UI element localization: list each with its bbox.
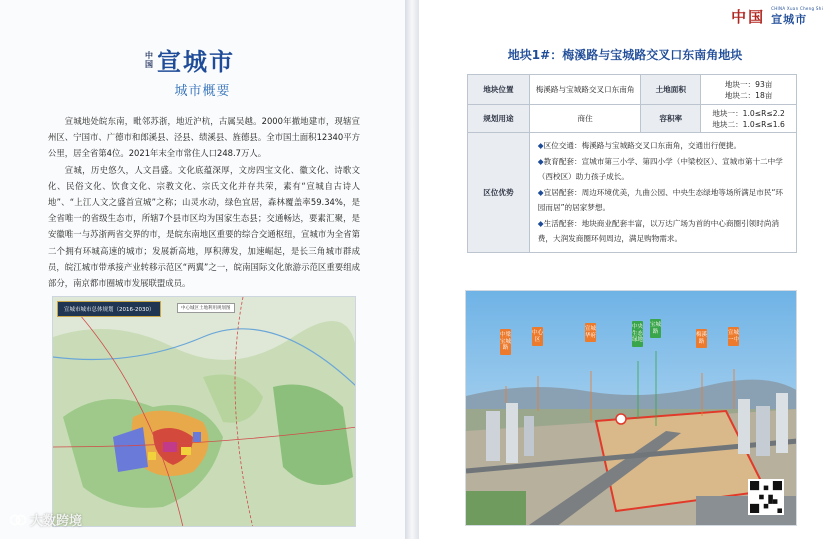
city-logo [145, 42, 235, 77]
watermark-text: 大数跨境 [30, 514, 83, 529]
list-item: ◆区位交通：梅溪路与宝城路交叉口东南角，交通出行便捷。 [537, 141, 742, 150]
watermark-logo-icon [10, 513, 26, 527]
plot-title: 地块1#：梅溪路与宝城路交叉口东南角地块 [507, 48, 743, 62]
area-label: 土地面积 [641, 75, 701, 105]
photo-tag: 宣城一中 [728, 327, 739, 346]
photo-tag: 宝城路 [650, 319, 661, 338]
intro-text [48, 113, 360, 291]
advantage-text: 区位交通：梅溪路与宝城路交叉口东南角，交通出行便捷。 [543, 141, 742, 150]
photo-tag: 梅溪路 [696, 329, 707, 348]
brand-city: 宣城市 [771, 13, 808, 26]
brand-english: CHINA Xuan Cheng Shi [771, 6, 823, 11]
city-plan-map [52, 296, 356, 527]
photo-tag: 中梁宝城路 [500, 329, 511, 355]
logo-city-name: 宣城市 [157, 48, 235, 76]
advantage-text: 生活配套：地块商业配套丰富，以万达广场为首的中心商圈引领时尚消费，大润发商圈环伺周边，满足购物需求。 [537, 219, 780, 243]
photo-tag: 宣城华府 [585, 323, 596, 342]
table-row [468, 105, 797, 133]
map-title: 宣城市城市总体规划（2016-2030） [57, 301, 161, 317]
aerial-photo [465, 290, 797, 526]
list-item: ◆教育配套：宣城市第三小学、第四小学（中梁校区）、宣城市第十二中学（西校区）助力孩子成长。 [537, 157, 783, 181]
brand-header [731, 6, 823, 27]
right-page [419, 0, 831, 539]
photo-tag: 中央生态绿地 [632, 321, 643, 347]
table-row [468, 133, 797, 253]
far-value-2: 地块二：1.0≤R≤1.6 [712, 119, 785, 129]
section-title: 城市概要 [174, 84, 231, 99]
area-value [701, 75, 797, 105]
photo-tag: 中心区 [532, 327, 543, 346]
location-value: 梅溪路与宝城路交叉口东南角 [529, 75, 641, 105]
advantage-list [529, 133, 796, 253]
brand-china: 中国 [731, 8, 766, 26]
map-subtitle: 中心城区土地利用规划图 [177, 303, 235, 313]
plot-info-table [467, 74, 797, 253]
map-graphic [53, 297, 356, 527]
list-item: ◆宜居配套：周边环境优美，九曲公园、中央生态绿地等场所满足市民“环园而居”的居家梦想。 [537, 188, 783, 212]
intro-paragraph-2: 宣城，历史悠久，人文昌盛。文化底蕴深厚，文房四宝文化、徽文化、诗歌文化、民俗文化、饮食文化、宗教文化、宗氏文化并存共荣，素有“宣城自古诗人地”、“上江人文之盛首宣城”之称；山灵水动，绿色宜居，森林覆盖率59.34%，是全省唯一的省级生态市，所辖7个县市区均为国家生态县；交通畅达，要素汇聚，是安徽唯一与苏浙两省交界的市，是皖东南地区重要的综合交通枢纽，宣城市为全省第二个拥有环城高速的城市；发展新高地，厚积薄发，加速崛起，是长三角城市群成员，皖江城市带承接产业转移示范区“两翼”之一，皖南国际文化旅游示范区重要组成部分，南京都市圈城市发展联盟成员。 [48, 164, 360, 289]
advantage-text: 宜居配套：周边环境优美，九曲公园、中央生态绿地等场所满足市民“环园而居”的居家梦想。 [537, 188, 783, 212]
brand-city-block [771, 6, 823, 27]
left-page [0, 0, 405, 539]
area-value-1: 地块一：93亩 [724, 79, 773, 89]
area-value-2: 地块二：18亩 [724, 90, 773, 100]
qr-code-icon [748, 479, 784, 515]
location-label: 地块位置 [468, 75, 530, 105]
book-spine [405, 0, 419, 539]
advantage-label: 区位优势 [468, 133, 530, 253]
table-row [468, 75, 797, 105]
advantage-text: 教育配套：宣城市第三小学、第四小学（中梁校区）、宣城市第十二中学（西校区）助力孩子成长。 [537, 157, 783, 181]
logo-small-line2: 国 [145, 59, 153, 69]
watermark [10, 510, 82, 529]
far-value [701, 105, 797, 133]
intro-paragraph-1: 宣城地处皖东南，毗邻苏浙，地近沪杭，古属吴越。2000年撤地建市，现辖宣州区、宁国市、广德市和郎溪县、泾县、绩溪县、旌德县。全市国土面积12340平方公里，居全省第4位。2021年末全市常住人口248.7万人。 [48, 116, 360, 159]
use-label: 规划用途 [468, 105, 530, 133]
list-item: ◆生活配套：地块商业配套丰富，以万达广场为首的中心商圈引领时尚消费，大润发商圈环伺周边，满足购物需求。 [537, 219, 780, 243]
logo-small-text [145, 51, 153, 69]
far-value-1: 地块一：1.0≤R≤2.2 [712, 108, 785, 118]
far-label: 容积率 [641, 105, 701, 133]
logo-small-line1: 中 [145, 50, 153, 60]
use-value: 商住 [529, 105, 641, 133]
